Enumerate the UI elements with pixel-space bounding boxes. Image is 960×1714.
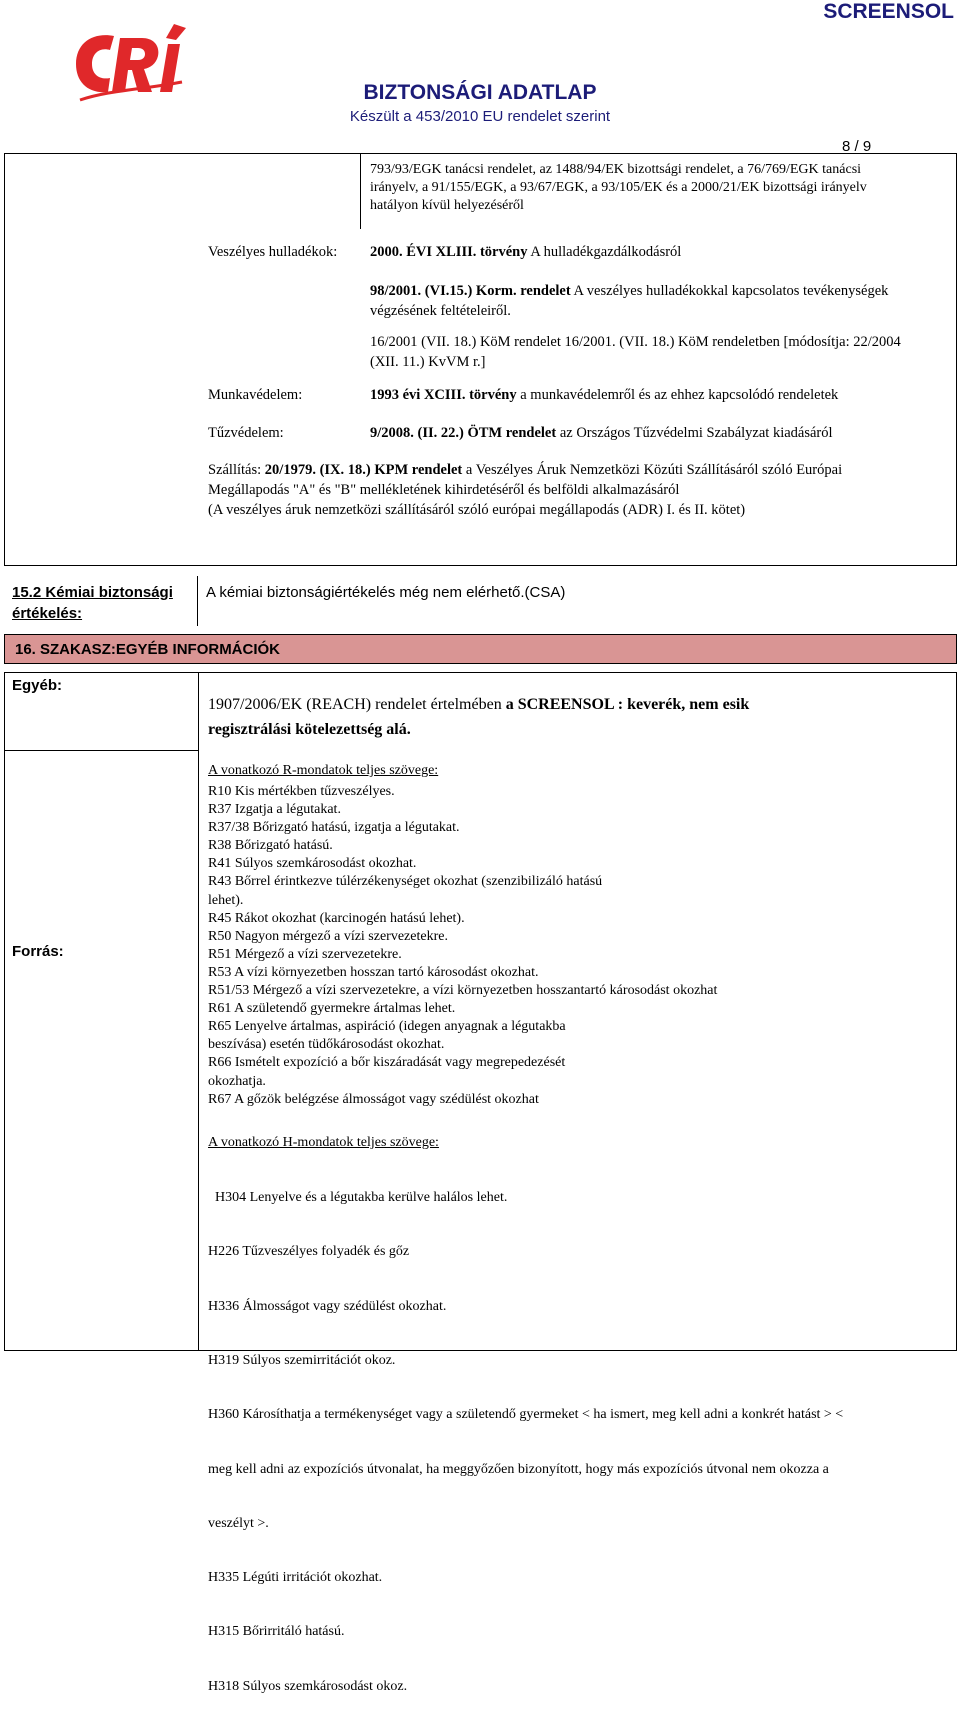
list-item: H315 Bőrirritáló hatású.: [208, 1624, 345, 1640]
section-16-header: 16. SZAKASZ:EGYÉB INFORMÁCIÓK: [4, 634, 957, 664]
list-item: R53 A vízi környezetben hosszan tartó károsodást okozhat.: [208, 964, 539, 980]
waste-law-2: 98/2001. (VI.15.) Korm. rendelet A veszélyes hulladékokkal kapcsolatos tevékenységek végzésének feltételeiről.: [370, 283, 889, 319]
column-divider: [198, 672, 199, 1351]
list-item: H335 Légúti irritációt okozhat.: [208, 1570, 383, 1586]
list-item: H360 Károsíthatja a termékenységet vagy a születendő gyermeket < ha ismert, meg kell adni a konkrét hatást > <: [208, 1407, 844, 1423]
r-phrases-list: [208, 783, 717, 1109]
list-item: H336 Álmosságot vagy szédülést okozhat.: [208, 1298, 447, 1314]
list-item: okozhatja.: [208, 1073, 266, 1089]
waste-label: Veszélyes hulladékok:: [208, 244, 338, 260]
list-item: veszélyt >.: [208, 1515, 269, 1531]
list-item: R41 Súlyos szemkárosodást okozhat.: [208, 856, 417, 872]
list-item: R45 Rákot okozhat (karcinogén hatású lehet).: [208, 910, 465, 926]
fire-safety-label: Tűzvédelem:: [208, 425, 284, 441]
waste-law-3: 16/2001 (VII. 18.) KöM rendelet 16/2001. (VII. 18.) KöM rendeletben [módosítja: 22/2004 (XII. 11.) KvVM r.]: [370, 334, 901, 370]
waste-law-1: 2000. ÉVI XLIII. törvény A hulladékgazdálkodásról: [370, 244, 682, 260]
row-divider: [4, 750, 198, 751]
list-item: meg kell adni az expozíciós útvonalat, ha meggyőzően bizonyított, hogy más expozíciós útvonal nem okozza a: [208, 1461, 829, 1477]
fire-safety-law: 9/2008. (II. 22.) ÖTM rendelet az Országos Tűzvédelmi Szabályzat kiadásáról: [370, 425, 833, 441]
regulation-continuation: 793/93/EGK tanácsi rendelet, az 1488/94/EK bizottsági rendelet, a 76/769/EGK tanácsi irányelv, a 91/155/EGK, a 93/67/EGK, a 93/105/EK és a 2000/21/EK bizottsági irányelv hatályon kívül helyezéséről: [370, 162, 867, 213]
other-value: 1907/2006/EK (REACH) rendelet értelmében a SCREENSOL : keverék, nem esik regisztrálási kötelezettség alá.: [208, 696, 750, 738]
list-item: R61 A születendő gyermekre ártalmas lehet.: [208, 1001, 456, 1017]
list-item: R43 Bőrrel érintkezve túlérzékenységet okozhat (szenzibilizáló hatású: [208, 874, 603, 890]
product-name: SCREENSOL: [823, 0, 954, 23]
work-safety-law: 1993 évi XCIII. törvény a munkavédelemről és az ehhez kapcsolódó rendeletek: [370, 387, 839, 403]
list-item: R37 Izgatja a légutakat.: [208, 802, 341, 818]
list-item: H226 Tűzveszélyes folyadék és gőz: [208, 1244, 410, 1260]
transport-law: Szállítás: 20/1979. (IX. 18.) KPM rendelet a Veszélyes Áruk Nemzetközi Közúti Szállításáról szóló Európai Megállapodás "A" és "B" mellékletének kihirdetéséről és belföldi alkalmazásáról (A veszélyes áruk nemzetközi szállításáról szóló európai megállapodás (ADR) I. és II. kötet): [208, 462, 843, 518]
list-item: R38 Bőrizgató hatású.: [208, 838, 333, 854]
list-item: R10 Kis mértékben tűzveszélyes.: [208, 784, 395, 799]
list-item: R37/38 Bőrizgató hatású, izgatja a légutakat.: [208, 820, 460, 836]
list-item: beszívása) esetén tüdőkárosodást okozhat.: [208, 1037, 445, 1053]
list-item: lehet).: [208, 892, 244, 908]
list-item: R67 A gőzök belégzése álmosságot vagy szédülést okozhat: [208, 1091, 539, 1107]
h-phrases-heading: A vonatkozó H-mondatok teljes szövege:: [208, 1135, 439, 1150]
document-title: BIZTONSÁGI ADATLAP: [363, 81, 597, 104]
list-item: R51 Mérgező a vízi szervezetekre.: [208, 946, 402, 962]
page-number: 8 / 9: [842, 138, 872, 155]
list-item: R65 Lenyelve ártalmas, aspiráció (idegen anyagnak a légutakba: [208, 1019, 566, 1035]
list-item: H304 Lenyelve és a légutakba kerülve halálos lehet.: [208, 1190, 508, 1206]
list-item: R51/53 Mérgező a vízi szervezetekre, a vízi környezetben hosszantartó károsodást okozhat: [208, 983, 718, 999]
section-15-2-value: A kémiai biztonságiértékelés még nem elérhető.(CSA): [206, 584, 566, 601]
list-item: R50 Nagyon mérgező a vízi szervezetekre.: [208, 928, 448, 944]
document-subtitle: Készült a 453/2010 EU rendelet szerint: [349, 108, 611, 125]
column-divider: [197, 576, 198, 626]
source-label: Forrás:: [12, 943, 64, 960]
other-label: Egyéb:: [12, 677, 63, 694]
section-15-2-label: 15.2 Kémiai biztonsági értékelés:: [12, 584, 173, 622]
r-phrases-heading: A vonatkozó R-mondatok teljes szövege:: [208, 763, 439, 778]
column-divider: [360, 153, 361, 229]
list-item: H318 Súlyos szemkárosodást okoz.: [208, 1678, 408, 1694]
work-safety-label: Munkavédelem:: [208, 387, 303, 403]
list-item: H319 Súlyos szemirritációt okoz.: [208, 1353, 396, 1369]
list-item: R66 Ismételt expozíció a bőr kiszáradását vagy megrepedezését: [208, 1055, 566, 1071]
h-phrases-list: [208, 1153, 843, 1714]
